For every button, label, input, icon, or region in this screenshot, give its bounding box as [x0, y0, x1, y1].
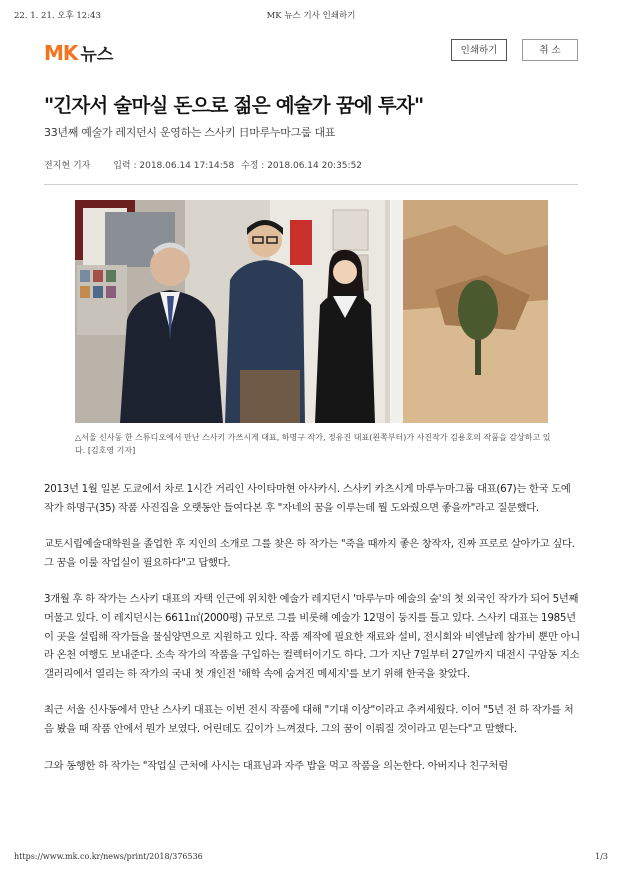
- updated-time: 수정 : 2018.06.14 20:35:52: [241, 161, 363, 171]
- paragraph: 3개월 후 하 작가는 스사키 대표의 자택 인근에 위치한 예술가 레지던시 '마루누마 예술의 숲'의 첫 외국인 작가가 되어 5년째 머물고 있다. 이 레지던시는 6611㎡(2000평) 규모로 그를 비롯해 예술가 12명이 둥지를 틀고 있다. 스사키 대표는 1985년 이 곳을 설립해 작가들을 물심양면으로 지원하고 있다. 작품 제작에 필요한 재료와 설비, 전시회와 비엔날레 참가비 뿐만 아니라 온천 여행도 보내준다. 소속 작가의 작품을 구입하는 컬렉터이기도 하다. 그가 지난 7일부터 27일까지 대전시 구암동 지소 갤러리에서 열리는 하 작가의 국내 첫 개인전 '해학 속에 숨겨진 메세지'를 보기 위해 한국을 찾았다.: [44, 593, 580, 680]
- print-footer: [14, 852, 608, 864]
- article-meta: [44, 158, 578, 171]
- meta-divider: [44, 184, 578, 185]
- paragraph: 최근 서울 신사동에서 만난 스사키 대표는 이번 전시 작품에 대해 "기대 이상"이라고 추켜세웠다. 이어 "5년 전 하 작가를 처음 봤을 때 작품 안에서 뭔가 보였다. 어린데도 깊이가 느껴졌다. 그의 꿈이 이뤄질 것이라고 믿는다"고 말했다.: [44, 704, 574, 735]
- article-photo: [75, 200, 548, 423]
- top-bar: [44, 36, 578, 66]
- published-time: 입력 : 2018.06.14 17:14:58: [113, 161, 235, 171]
- logo-news: 뉴스: [80, 45, 114, 65]
- logo-mk: MK: [44, 40, 78, 65]
- photo-caption: △서울 신사동 한 스튜디오에서 만난 스사키 가쓰시게 대표, 하명구 작가, 정유진 대표(왼쪽부터)가 사진작가 김용호의 작품을 감상하고 있다. [김호영 기자]: [75, 433, 551, 455]
- print-page-number: 1/3: [595, 852, 608, 861]
- article-subheadline: 33년째 예술가 레지던시 운영하는 스사키 日마루누마그룹 대표: [44, 126, 336, 139]
- reporter-name: 전지현 기자: [44, 161, 91, 171]
- print-url: https://www.mk.co.kr/news/print/2018/376536: [14, 852, 203, 861]
- paragraph: 교토시립예술대학원을 졸업한 후 지인의 소개로 그를 찾은 하 작가는 "죽을 때까지 좋은 창작자, 진짜 프로로 살아가고 싶다. 그 꿈을 이룰 작업실이 필요하다"고 답했다.: [44, 538, 575, 569]
- mk-news-logo[interactable]: [44, 40, 113, 65]
- print-doc-title: MK 뉴스 기사 인쇄하기: [266, 11, 356, 21]
- article-body: [44, 480, 580, 793]
- cancel-button[interactable]: 취 소: [522, 39, 578, 61]
- paragraph: 그와 동행한 하 작가는 "작업실 근처에 사시는 대표님과 자주 밥을 먹고 작품을 의논한다. 아버지나 친구처럼: [44, 759, 508, 772]
- print-button[interactable]: 인쇄하기: [451, 39, 507, 61]
- print-date: 22. 1. 21. 오후 12:43: [14, 11, 101, 21]
- article-headline: "긴자서 술마실 돈으로 젊은 예술가 꿈에 투자": [44, 94, 424, 117]
- paragraph: 2013년 1월 일본 도쿄에서 차로 1시간 거리인 사이타마현 아사카시. 스사키 카츠시게 마루누마그룹 대표(67)는 한국 도예 작가 하명구(35) 작품 사진집을 오랫동안 들여다본 후 "자네의 꿈을 이루는데 뭘 도와줬으면 좋을까"라고 질문했다.: [44, 483, 571, 514]
- print-header: [14, 9, 608, 23]
